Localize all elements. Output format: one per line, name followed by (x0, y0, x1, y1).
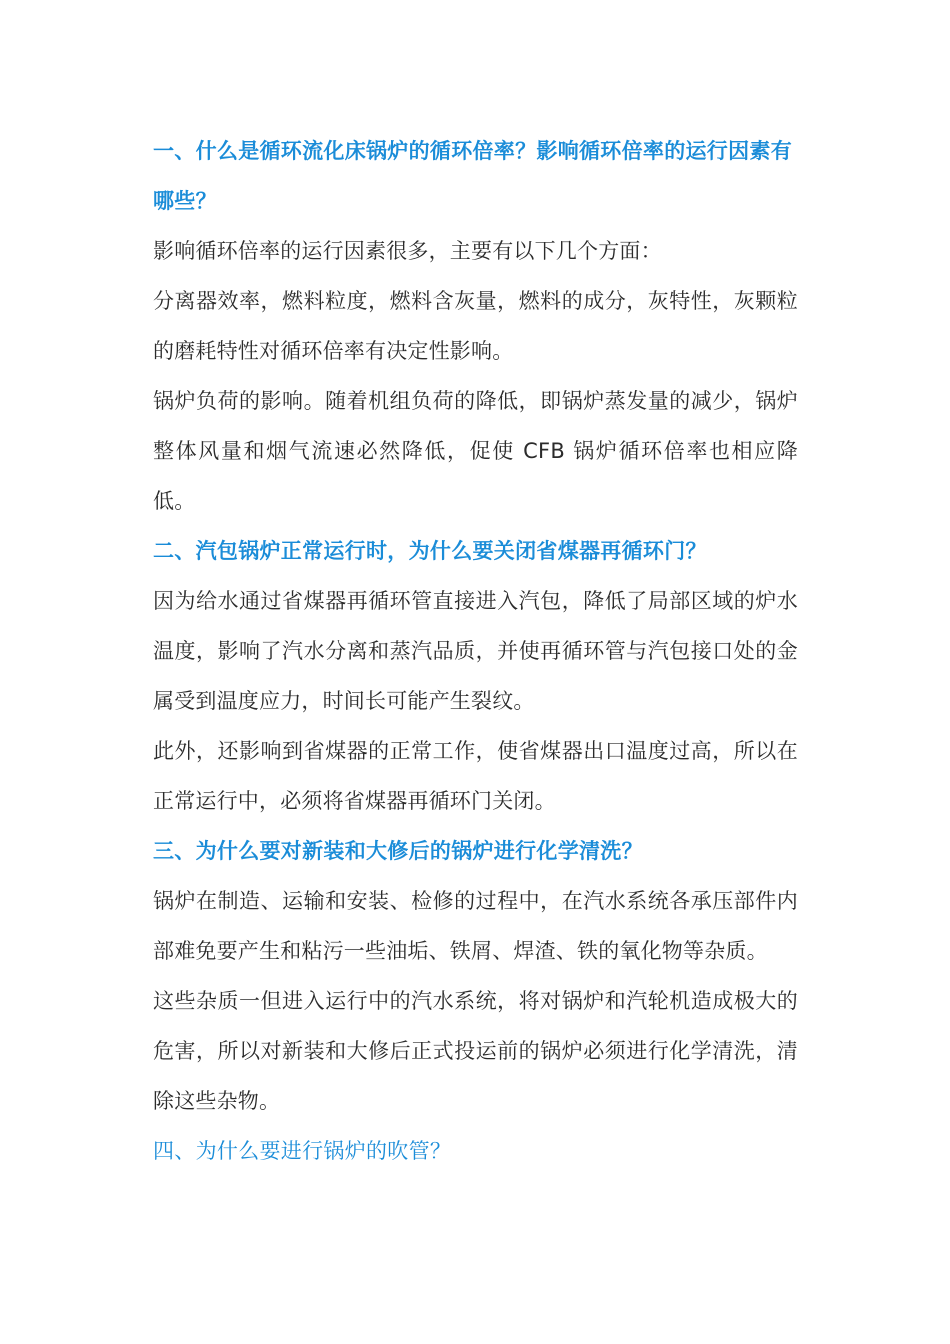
section-4-heading: 四、为什么要进行锅炉的吹管？ (153, 1139, 452, 1163)
section-3-paragraph-2: 这些杂质一但进入运行中的汽水系统，将对锅炉和汽轮机造成极大的危害，所以对新装和大修后正式投运前的锅炉必须进行化学清洗，清除这些杂物。 (153, 989, 798, 1113)
document-body (153, 126, 798, 1176)
section-1-paragraph-1: 影响循环倍率的运行因素很多，主要有以下几个方面： (153, 239, 662, 263)
section-2-paragraph-1: 因为给水通过省煤器再循环管直接进入汽包，降低了局部区域的炉水温度，影响了汽水分离和蒸汽品质，并使再循环管与汽包接口处的金属受到温度应力，时间长可能产生裂纹。 (153, 589, 798, 713)
section-1-paragraph-2: 分离器效率，燃料粒度，燃料含灰量，燃料的成分，灰特性，灰颗粒的磨耗特性对循环倍率有决定性影响。 (153, 289, 798, 363)
section-3-paragraph-1: 锅炉在制造、运输和安装、检修的过程中，在汽水系统各承压部件内部难免要产生和粘污一些油垢、铁屑、焊渣、铁的氧化物等杂质。 (153, 889, 798, 963)
section-3-heading: 三、为什么要对新装和大修后的锅炉进行化学清洗？ (153, 839, 643, 863)
section-1-heading: 一、什么是循环流化床锅炉的循环倍率？影响循环倍率的运行因素有哪些？ (153, 139, 792, 213)
section-2-paragraph-2: 此外，还影响到省煤器的正常工作，使省煤器出口温度过高，所以在正常运行中，必须将省煤器再循环门关闭。 (153, 739, 798, 813)
section-2-heading: 二、汽包锅炉正常运行时，为什么要关闭省煤器再循环门？ (153, 539, 707, 563)
section-1-paragraph-3: 锅炉负荷的影响。随着机组负荷的降低，即锅炉蒸发量的减少，锅炉整体风量和烟气流速必然降低，促使 CFB 锅炉循环倍率也相应降低。 (153, 389, 798, 513)
